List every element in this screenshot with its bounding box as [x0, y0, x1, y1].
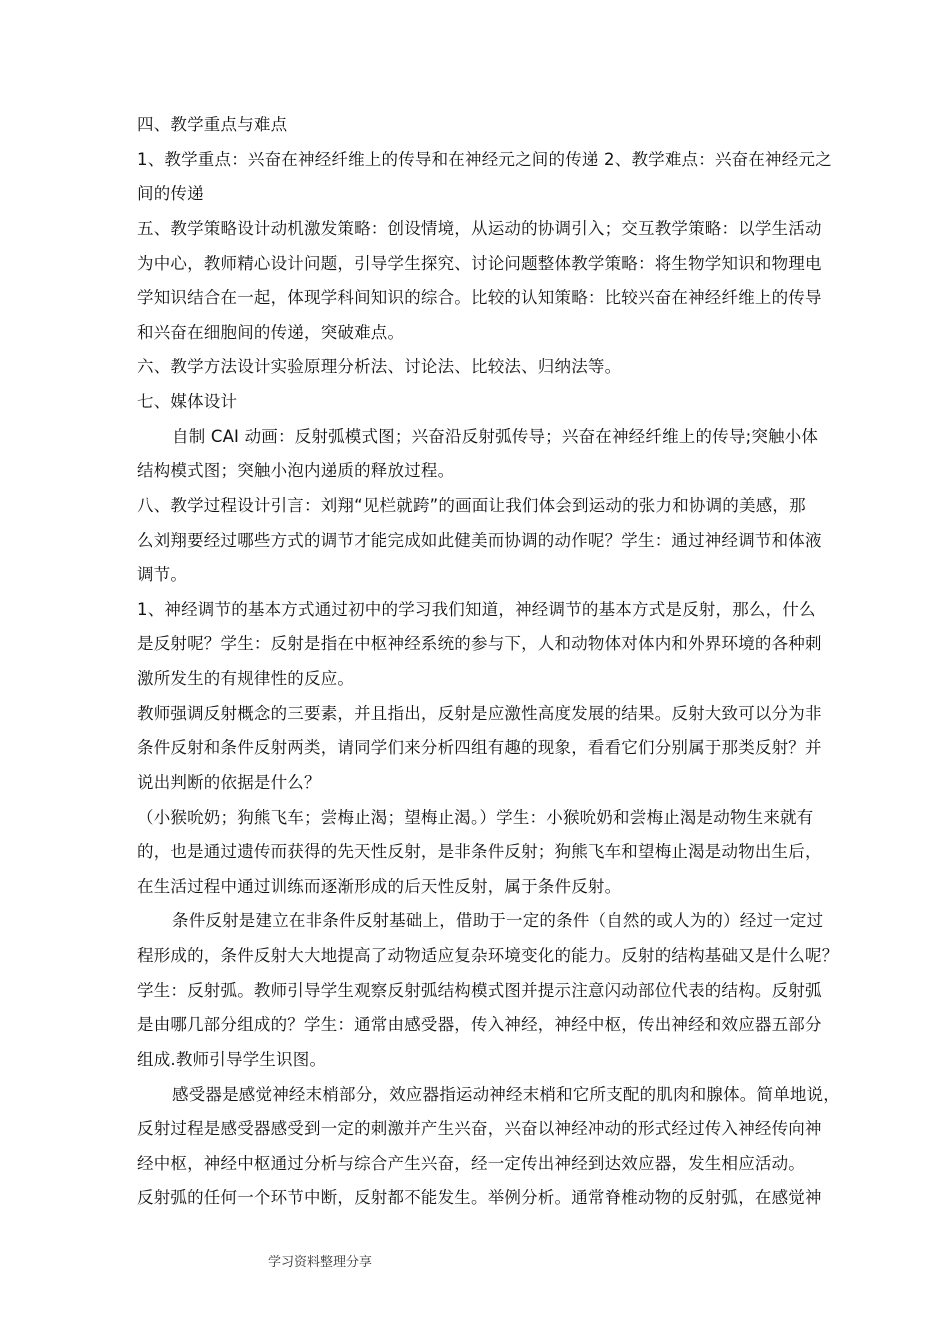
text-line: 程形成的，条件反射大大地提高了动物适应复杂环境变化的能力。反射的结构基础又是什么呢？: [137, 946, 839, 965]
text-line: 激所发生的有规律性的反应。: [137, 669, 355, 688]
text-line: 自制 CAI 动画：反射弧模式图；兴奋沿反射弧传导；兴奋在神经纤维上的传导;突触小体: [172, 427, 819, 446]
text-line: 调节。: [137, 565, 188, 584]
text-line: 是反射呢？学生：反射是指在中枢神经系统的参与下，人和动物体对体内和外界环境的各种刺: [137, 634, 822, 653]
text-line: 是由哪几部分组成的？学生：通常由感受器，传入神经，神经中枢，传出神经和效应器五部分: [137, 1015, 822, 1034]
text-line: 结构模式图；突触小泡内递质的释放过程。: [137, 461, 455, 480]
text-line: （小猴吮奶；狗熊飞车；尝梅止渴；望梅止渴。）学生：小猴吮奶和尝梅止渴是动物生来就有: [137, 808, 814, 827]
text-line: 间的传递: [137, 184, 204, 203]
section-heading-4: 四、教学重点与难点: [137, 115, 288, 134]
text-line: 在生活过程中通过训练而逐渐形成的后天性反射，属于条件反射。: [137, 877, 622, 896]
page-footer: 学习资料整理分享: [268, 1255, 373, 1270]
text-line: 反射弧的任何一个环节中断，反射都不能发生。举例分析。通常脊椎动物的反射弧，在感觉神: [137, 1188, 822, 1207]
text-line: 组成.教师引导学生识图。: [137, 1050, 327, 1069]
text-line: 1、教学重点：兴奋在神经纤维上的传导和在神经元之间的传递 2、教学难点：兴奋在神经元之: [137, 150, 832, 169]
text-line: 的，也是通过遗传而获得的先天性反射，是非条件反射；狗熊飞车和望梅止渴是动物出生后，: [137, 842, 822, 861]
section-heading-5: 五、教学策略设计动机激发策略：创设情境，从运动的协调引入；交互教学策略：以学生活动: [137, 219, 822, 238]
text-line: 经中枢，神经中枢通过分析与综合产生兴奋，经一定传出神经到达效应器，发生相应活动。: [137, 1154, 805, 1173]
text-line: 为中心，教师精心设计问题，引导学生探究、讨论问题整体教学策略：将生物学知识和物理电: [137, 254, 822, 273]
section-heading-7: 七、媒体设计: [137, 392, 238, 411]
text-line: 学生：反射弧。教师引导学生观察反射弧结构模式图并提示注意闪动部位代表的结构。反射弧: [137, 981, 822, 1000]
text-line: 反射过程是感受器感受到一定的刺激并产生兴奋，兴奋以神经冲动的形式经过传入神经传向神: [137, 1119, 822, 1138]
text-line: 么刘翔要经过哪些方式的调节才能完成如此健美而协调的动作呢？学生：通过神经调节和体液: [137, 531, 822, 550]
text-line: 1、神经调节的基本方式通过初中的学习我们知道，神经调节的基本方式是反射，那么，什么: [137, 600, 816, 619]
text-line: 说出判断的依据是什么？: [137, 773, 321, 792]
section-heading-8: 八、教学过程设计引言：刘翔“见栏就跨”的画面让我们体会到运动的张力和协调的美感，那: [137, 496, 806, 515]
text-line: 感受器是感觉神经末梢部分，效应器指运动神经末梢和它所支配的肌肉和腺体。简单地说，: [172, 1085, 840, 1104]
section-heading-6: 六、教学方法设计实验原理分析法、讨论法、比较法、归纳法等。: [137, 357, 622, 376]
text-line: 和兴奋在细胞间的传递，突破难点。: [137, 323, 405, 342]
text-line: 学知识结合在一起，体现学科间知识的综合。比较的认知策略：比较兴奋在神经纤维上的传导: [137, 288, 822, 307]
text-line: 条件反射是建立在非条件反射基础上，借助于一定的条件（自然的或人为的）经过一定过: [172, 911, 824, 930]
text-line: 条件反射和条件反射两类，请同学们来分析四组有趣的现象，看看它们分别属于那类反射？并: [137, 738, 822, 757]
text-line: 教师强调反射概念的三要素，并且指出，反射是应激性高度发展的结果。反射大致可以分为非: [137, 704, 822, 723]
